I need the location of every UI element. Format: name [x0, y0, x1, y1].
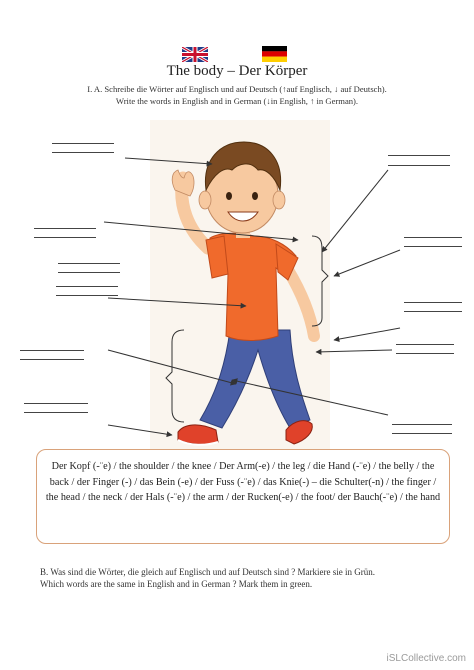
answer-line[interactable] [58, 263, 120, 264]
answer-line[interactable] [404, 237, 462, 238]
part-b-question-german: B. Was sind die Wörter, die gleich auf Englisch und auf Deutsch sind ? Markiere sie in Grün. [40, 567, 375, 577]
answer-line[interactable] [52, 143, 114, 144]
answer-line[interactable] [56, 295, 118, 296]
answer-line[interactable] [392, 433, 452, 434]
answer-line[interactable] [396, 353, 454, 354]
answer-line[interactable] [56, 286, 118, 287]
answer-line[interactable] [34, 228, 96, 229]
answer-line[interactable] [24, 403, 88, 404]
answer-line[interactable] [58, 272, 120, 273]
word-bank-box [36, 449, 450, 544]
instruction-english: Write the words in English and in German (↓in English, ↑ in German). [115, 96, 359, 106]
answer-line[interactable] [396, 344, 454, 345]
answer-line[interactable] [404, 246, 462, 247]
word-bank-text: Der Kopf (-¨e) / the shoulder / the knee / Der Arm(-e) / the leg / die Hand (-¨e) / the belly / the back / der Finger (-) / das Bein (-e) / der Fuss (-¨e) / das Knie(-) – die Schulter(-n) / the finger / the head / the neck / der Hals (-¨e) / the arm / der Rucken(-e) / the foot/ der Bauch(-¨e) / the hand [45, 461, 441, 503]
instruction-german: I. A. Schreibe die Wörter auf Englisch und auf Deutsch (↑auf Englisch, ↓ auf Deutsch). [87, 84, 387, 94]
answer-line[interactable] [392, 424, 452, 425]
answer-line[interactable] [388, 165, 450, 166]
answer-line[interactable] [20, 359, 84, 360]
answer-line[interactable] [52, 152, 114, 153]
answer-line[interactable] [404, 302, 462, 303]
answer-line[interactable] [388, 155, 450, 156]
site-watermark: iSLCollective.com [386, 653, 466, 664]
answer-line[interactable] [34, 237, 96, 238]
answer-line[interactable] [404, 311, 462, 312]
part-b-question-english: Which words are the same in English and in German ? Mark them in green. [40, 579, 313, 589]
answer-line[interactable] [24, 412, 88, 413]
answer-line[interactable] [20, 350, 84, 351]
page-title: The body – Der Körper [166, 63, 308, 79]
